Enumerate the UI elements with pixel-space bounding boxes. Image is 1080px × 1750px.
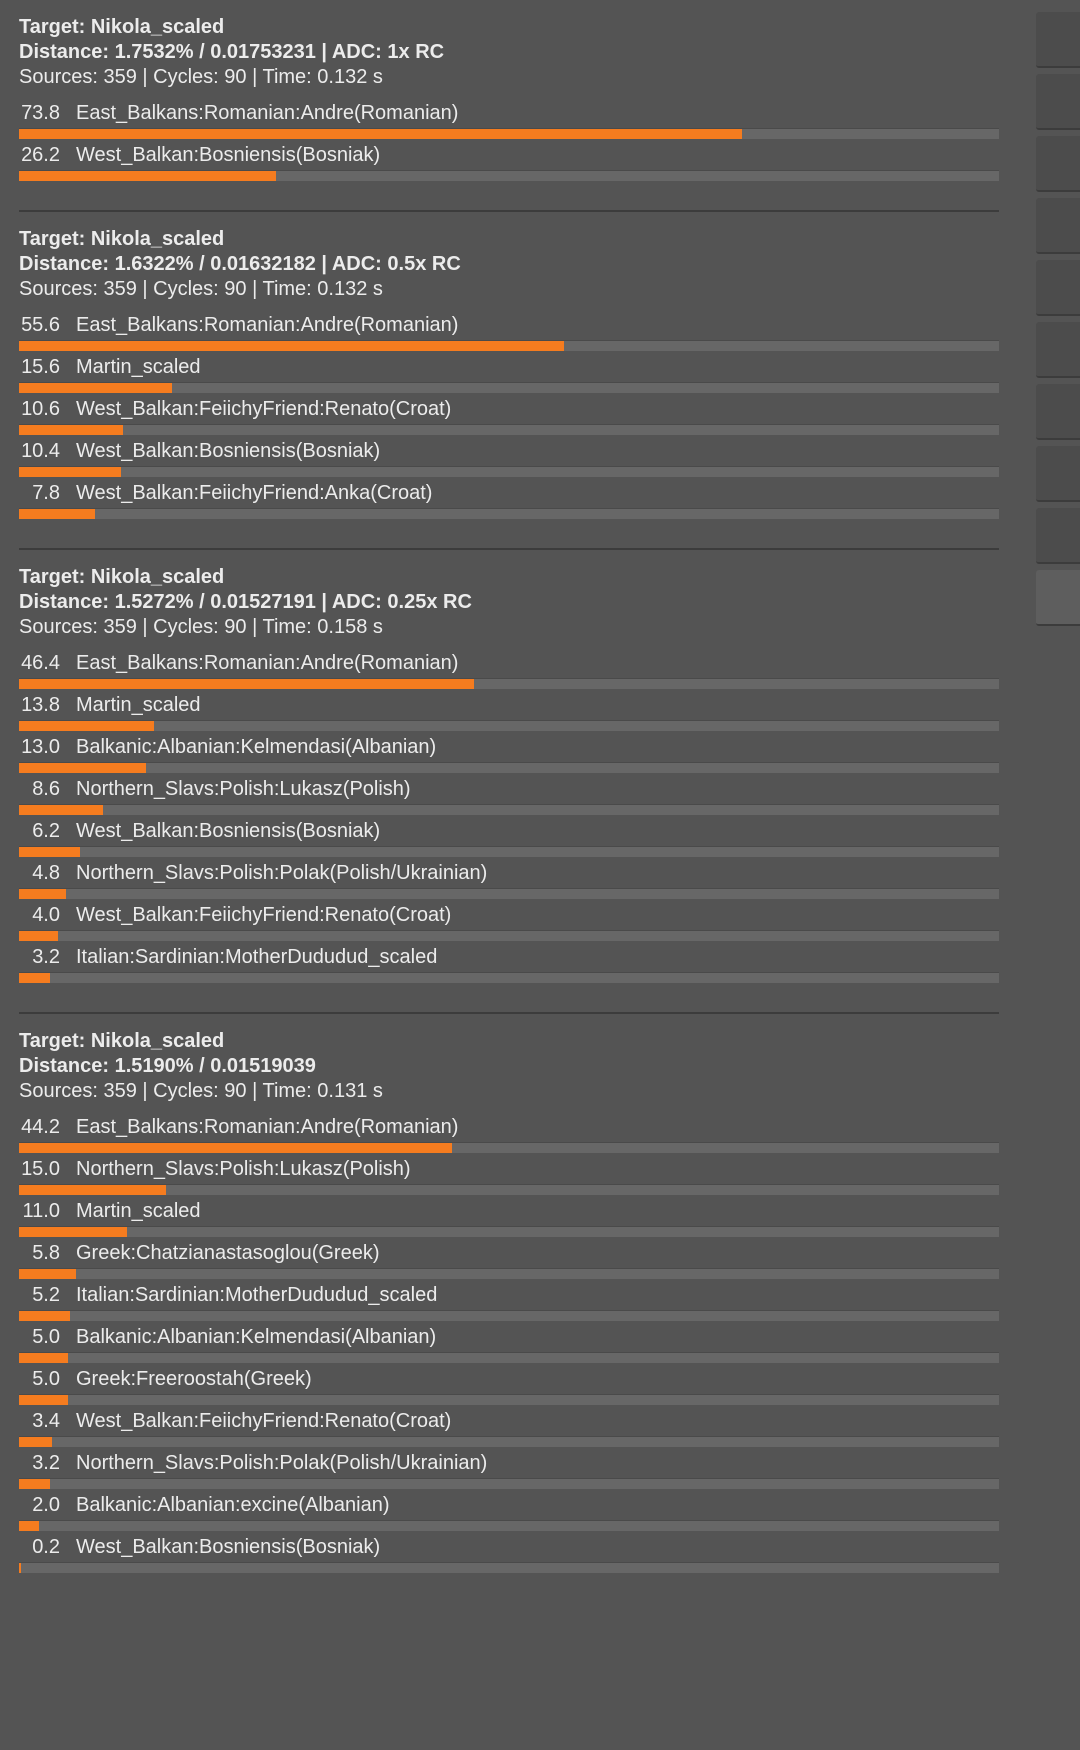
percentage-value: 4.0 [32, 904, 60, 926]
target-label: Target: Nikola_scaled [19, 1030, 225, 1052]
result-row [19, 650, 999, 692]
percentage-value: 5.0 [32, 1368, 60, 1390]
population-name: Northern_Slavs:Polish:Lukasz(Polish) [76, 1158, 411, 1180]
percentage-bar-fill [19, 931, 58, 941]
result-row [19, 1534, 999, 1576]
result-block [19, 212, 999, 550]
result-header [19, 550, 999, 640]
percentage-bar-fill [19, 1227, 127, 1237]
result-block [19, 1014, 999, 1576]
result-block [19, 550, 999, 1014]
population-name: Balkanic:Albanian:Kelmendasi(Albanian) [76, 1326, 437, 1348]
percentage-bar-fill [19, 171, 276, 181]
sidebar-button[interactable] [1036, 198, 1080, 254]
percentage-bar-fill [19, 341, 564, 351]
result-row [19, 312, 999, 354]
population-name: East_Balkans:Romanian:Andre(Romanian) [76, 314, 459, 336]
population-name: East_Balkans:Romanian:Andre(Romanian) [76, 1116, 459, 1138]
result-row [19, 1366, 999, 1408]
population-name: Greek:Chatzianastasoglou(Greek) [76, 1242, 380, 1264]
population-name: Martin_scaled [76, 356, 201, 378]
results-panel [19, 0, 999, 1576]
percentage-bar-fill [19, 1143, 452, 1153]
result-row [19, 396, 999, 438]
result-row [19, 1156, 999, 1198]
percentage-bar-fill [19, 1185, 166, 1195]
percentage-bar-track [19, 508, 999, 519]
percentage-bar-fill [19, 129, 742, 139]
percentage-value: 5.2 [32, 1284, 60, 1306]
population-name: Martin_scaled [76, 694, 201, 716]
percentage-bar-fill [19, 721, 154, 731]
population-name: West_Balkan:FeiichyFriend:Anka(Croat) [76, 482, 433, 504]
percentage-value: 55.6 [21, 314, 60, 336]
population-name: West_Balkan:FeiichyFriend:Renato(Croat) [76, 1410, 452, 1432]
result-row [19, 1240, 999, 1282]
population-name: West_Balkan:Bosniensis(Bosniak) [76, 820, 381, 842]
percentage-value: 4.8 [32, 862, 60, 884]
result-row [19, 100, 999, 142]
population-name: Balkanic:Albanian:Kelmendasi(Albanian) [76, 736, 437, 758]
sidebar-button[interactable] [1036, 508, 1080, 564]
percentage-bar-track [19, 466, 999, 477]
percentage-bar-fill [19, 805, 103, 815]
population-name: Greek:Freeroostah(Greek) [76, 1368, 312, 1390]
population-name: Northern_Slavs:Polish:Polak(Polish/Ukrainian) [76, 862, 488, 884]
percentage-value: 15.6 [21, 356, 60, 378]
percentage-value: 5.0 [32, 1326, 60, 1348]
percentage-bar-fill [19, 467, 121, 477]
result-row [19, 1114, 999, 1156]
result-header [19, 1014, 999, 1104]
percentage-value: 0.2 [32, 1536, 60, 1558]
percentage-bar-track [19, 1268, 999, 1279]
population-name: Northern_Slavs:Polish:Lukasz(Polish) [76, 778, 411, 800]
target-label: Target: Nikola_scaled [19, 566, 225, 588]
percentage-value: 7.8 [32, 482, 60, 504]
percentage-bar-track [19, 888, 999, 899]
sidebar-button[interactable] [1036, 12, 1080, 68]
percentage-bar-fill [19, 383, 172, 393]
result-row [19, 776, 999, 818]
percentage-bar-track [19, 804, 999, 815]
result-row [19, 1492, 999, 1534]
info-label: Sources: 359 | Cycles: 90 | Time: 0.132 s [19, 278, 383, 300]
result-row [19, 734, 999, 776]
percentage-bar-fill [19, 1353, 68, 1363]
percentage-bar-fill [19, 1479, 50, 1489]
info-label: Sources: 359 | Cycles: 90 | Time: 0.131 s [19, 1080, 383, 1102]
percentage-value: 73.8 [21, 102, 60, 124]
percentage-value: 3.4 [32, 1410, 60, 1432]
target-label: Target: Nikola_scaled [19, 228, 225, 250]
sidebar-button[interactable] [1036, 322, 1080, 378]
percentage-bar-track [19, 128, 999, 139]
result-row [19, 354, 999, 396]
info-label: Sources: 359 | Cycles: 90 | Time: 0.158 s [19, 616, 383, 638]
population-name: Balkanic:Albanian:excine(Albanian) [76, 1494, 390, 1516]
population-name: Italian:Sardinian:MotherDududud_scaled [76, 946, 438, 968]
distance-label: Distance: 1.5272% / 0.01527191 | ADC: 0.25x RC [19, 591, 472, 613]
sidebar-button[interactable] [1036, 260, 1080, 316]
percentage-bar-track [19, 340, 999, 351]
result-row [19, 1450, 999, 1492]
percentage-value: 2.0 [32, 1494, 60, 1516]
percentage-bar-fill [19, 425, 123, 435]
population-name: Martin_scaled [76, 1200, 201, 1222]
result-header [19, 212, 999, 302]
result-block [19, 0, 999, 212]
percentage-bar-fill [19, 889, 66, 899]
percentage-value: 10.6 [21, 398, 60, 420]
sidebar-button[interactable] [1036, 446, 1080, 502]
percentage-bar-track [19, 720, 999, 731]
percentage-value: 8.6 [32, 778, 60, 800]
sidebar-button[interactable] [1036, 384, 1080, 440]
percentage-bar-track [19, 1436, 999, 1447]
percentage-bar-fill [19, 763, 146, 773]
percentage-bar-track [19, 762, 999, 773]
percentage-bar-track [19, 1310, 999, 1321]
result-row [19, 818, 999, 860]
percentage-bar-track [19, 972, 999, 983]
percentage-bar-track [19, 1394, 999, 1405]
percentage-bar-track [19, 1184, 999, 1195]
percentage-bar-fill [19, 1437, 52, 1447]
result-row [19, 902, 999, 944]
percentage-value: 3.2 [32, 946, 60, 968]
distance-label: Distance: 1.5190% / 0.01519039 [19, 1055, 316, 1077]
info-label: Sources: 359 | Cycles: 90 | Time: 0.132 s [19, 66, 383, 88]
percentage-bar-fill [19, 1269, 76, 1279]
percentage-value: 6.2 [32, 820, 60, 842]
result-row [19, 1198, 999, 1240]
sidebar-button[interactable] [1036, 136, 1080, 192]
population-name: East_Balkans:Romanian:Andre(Romanian) [76, 652, 459, 674]
population-name: West_Balkan:Bosniensis(Bosniak) [76, 440, 381, 462]
result-header [19, 0, 999, 90]
percentage-value: 3.2 [32, 1452, 60, 1474]
percentage-value: 13.8 [21, 694, 60, 716]
percentage-bar-track [19, 170, 999, 181]
percentage-value: 10.4 [21, 440, 60, 462]
sidebar-button-strip [1036, 12, 1080, 632]
percentage-bar-track [19, 1562, 999, 1573]
distance-label: Distance: 1.7532% / 0.01753231 | ADC: 1x RC [19, 41, 445, 63]
population-name: West_Balkan:FeiichyFriend:Renato(Croat) [76, 398, 452, 420]
population-name: West_Balkan:Bosniensis(Bosniak) [76, 144, 381, 166]
result-row [19, 944, 999, 986]
percentage-value: 44.2 [21, 1116, 60, 1138]
population-name: West_Balkan:FeiichyFriend:Renato(Croat) [76, 904, 452, 926]
percentage-bar-track [19, 1352, 999, 1363]
percentage-value: 26.2 [21, 144, 60, 166]
result-row [19, 142, 999, 184]
distance-label: Distance: 1.6322% / 0.01632182 | ADC: 0.5x RC [19, 253, 461, 275]
result-row [19, 1282, 999, 1324]
result-row [19, 860, 999, 902]
percentage-bar-track [19, 1478, 999, 1489]
percentage-value: 46.4 [21, 652, 60, 674]
percentage-bar-track [19, 1226, 999, 1237]
population-name: West_Balkan:Bosniensis(Bosniak) [76, 1536, 381, 1558]
percentage-value: 13.0 [21, 736, 60, 758]
percentage-bar-track [19, 846, 999, 857]
percentage-bar-fill [19, 679, 474, 689]
result-row [19, 692, 999, 734]
result-row [19, 1408, 999, 1450]
percentage-bar-track [19, 1142, 999, 1153]
target-label: Target: Nikola_scaled [19, 16, 225, 38]
sidebar-button[interactable] [1036, 570, 1080, 626]
result-row [19, 1324, 999, 1366]
percentage-bar-fill [19, 1521, 39, 1531]
sidebar-button[interactable] [1036, 74, 1080, 130]
percentage-bar-fill [19, 1563, 21, 1573]
population-name: Northern_Slavs:Polish:Polak(Polish/Ukrainian) [76, 1452, 488, 1474]
percentage-bar-track [19, 424, 999, 435]
percentage-bar-track [19, 678, 999, 689]
percentage-bar-track [19, 1520, 999, 1531]
percentage-bar-track [19, 930, 999, 941]
percentage-bar-fill [19, 1395, 68, 1405]
percentage-value: 15.0 [21, 1158, 60, 1180]
result-row [19, 480, 999, 522]
population-name: Italian:Sardinian:MotherDududud_scaled [76, 1284, 438, 1306]
population-name: East_Balkans:Romanian:Andre(Romanian) [76, 102, 459, 124]
percentage-bar-track [19, 382, 999, 393]
result-row [19, 438, 999, 480]
percentage-bar-fill [19, 847, 80, 857]
percentage-bar-fill [19, 1311, 70, 1321]
percentage-bar-fill [19, 509, 95, 519]
percentage-bar-fill [19, 973, 50, 983]
percentage-value: 11.0 [22, 1200, 60, 1222]
percentage-value: 5.8 [32, 1242, 60, 1264]
